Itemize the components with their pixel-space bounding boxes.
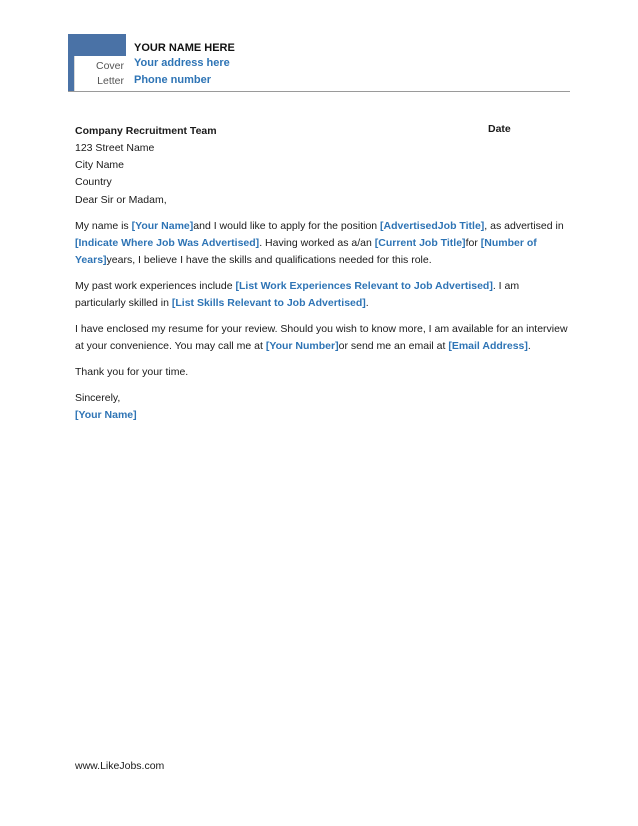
recipient-city: City Name	[75, 159, 125, 171]
recipient-country: Country	[75, 176, 112, 188]
salutation: Dear Sir or Madam,	[75, 194, 167, 206]
placeholder-experiences: [List Work Experiences Relevant to Job Advertised]	[235, 280, 493, 292]
letter-date: Date	[488, 123, 511, 135]
sender-address: Your address here	[134, 57, 230, 69]
letter-label: Letter	[97, 75, 124, 87]
paragraph-contact: I have enclosed my resume for your review. Should you wish to know more, I am available for an interview at your convenience. You may call me at [Your Number]or send me an email at [Email Address].	[75, 323, 568, 352]
placeholder-where-advertised: [Indicate Where Job Was Advertised]	[75, 237, 260, 249]
placeholder-your-name: [Your Name]	[131, 220, 194, 232]
paragraph-intro: My name is [Your Name]and I would like to apply for the position [AdvertisedJob Title], as advertised in [Indicate Where Job Was Advertised]. Having worked as a/an [Current Job Title]for [Number of Years]years, I believe I have the skills and qualifications needed for this role.	[75, 220, 564, 266]
recipient-company: Company Recruitment Team	[75, 125, 217, 137]
recipient-street: 123 Street Name	[75, 142, 155, 154]
letter-body	[75, 192, 570, 424]
placeholder-job-title: [AdvertisedJob Title]	[380, 220, 485, 232]
cover-letter-label	[96, 59, 124, 89]
sender-name: YOUR NAME HERE	[134, 42, 235, 54]
paragraph-experience: My past work experiences include [List Work Experiences Relevant to Job Advertised]. I am particularly skilled in [List Skills Relevant to Job Advertised].	[75, 280, 520, 309]
header-divider	[68, 91, 570, 92]
sender-phone: Phone number	[134, 74, 212, 86]
placeholder-email: [Email Address]	[448, 340, 528, 352]
cover-label: Cover	[95, 60, 124, 72]
closing: Sincerely,	[75, 392, 121, 404]
footer-url: www.LikeJobs.com	[75, 760, 165, 772]
signature-placeholder: [Your Name]	[75, 409, 137, 421]
placeholder-years: [Number of Years]	[75, 237, 537, 266]
thanks-line: Thank you for your time.	[75, 366, 189, 378]
header-label-box	[74, 56, 127, 91]
placeholder-current-title: [Current Job Title]	[374, 237, 466, 249]
placeholder-skills: [List Skills Relevant to Job Advertised]	[171, 297, 366, 309]
placeholder-number: [Your Number]	[265, 340, 339, 352]
